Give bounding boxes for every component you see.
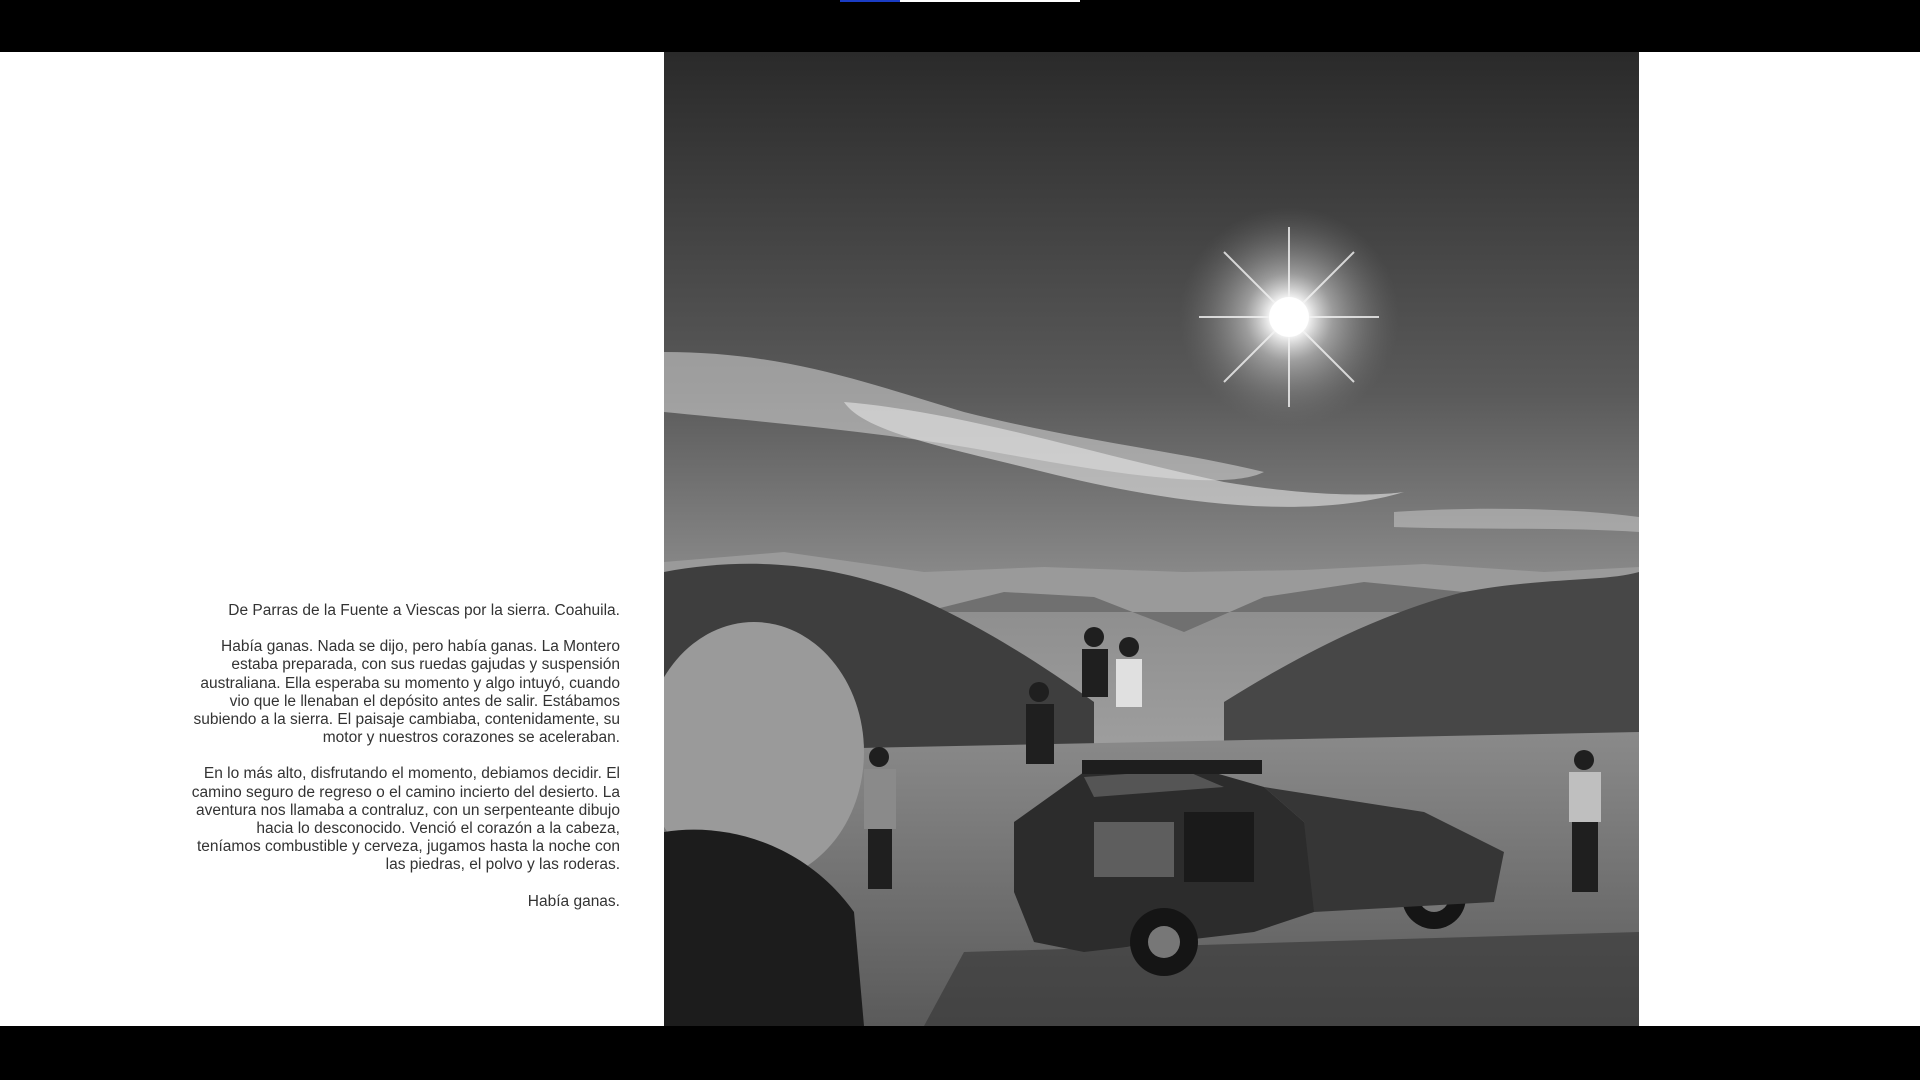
story-paragraph: Había ganas. xyxy=(527,892,620,910)
viewer-bottom-bar xyxy=(0,1026,1920,1080)
page-progress-fill xyxy=(840,0,900,2)
story-text xyxy=(190,602,620,929)
viewer-top-bar xyxy=(0,0,1920,52)
story-paragraph: Había ganas. Nada se dijo, pero había ganas. La Montero estaba preparada, con sus ruedas gajudas y suspensión australiana. Ella esperaba su momento y algo intuyó, cuando vio que le llenaban el depósito antes de salir. Estábamos subiendo a la sierra. El paisaje cambiaba, contenidamente, su motor y nuestros corazones se aceleraban. xyxy=(193,638,620,747)
story-paragraph: En lo más alto, disfrutando el momento, debiamos decidir. El camino seguro de regreso o el camino incierto del desierto. La aventura nos llamaba a contraluz, con un serpenteante dibujo hacia lo desconocido. Venció el corazón a la cabeza, teníamos combustible y cerveza, jugamos hasta la noche con las piedras, el polvo y las roderas. xyxy=(191,765,620,874)
page-progress-bar[interactable] xyxy=(840,0,1080,2)
landscape-photo-illustration xyxy=(664,52,1639,1026)
story-photo xyxy=(664,52,1639,1026)
story-title: De Parras de la Fuente a Viescas por la sierra. Coahuila. xyxy=(228,602,620,619)
